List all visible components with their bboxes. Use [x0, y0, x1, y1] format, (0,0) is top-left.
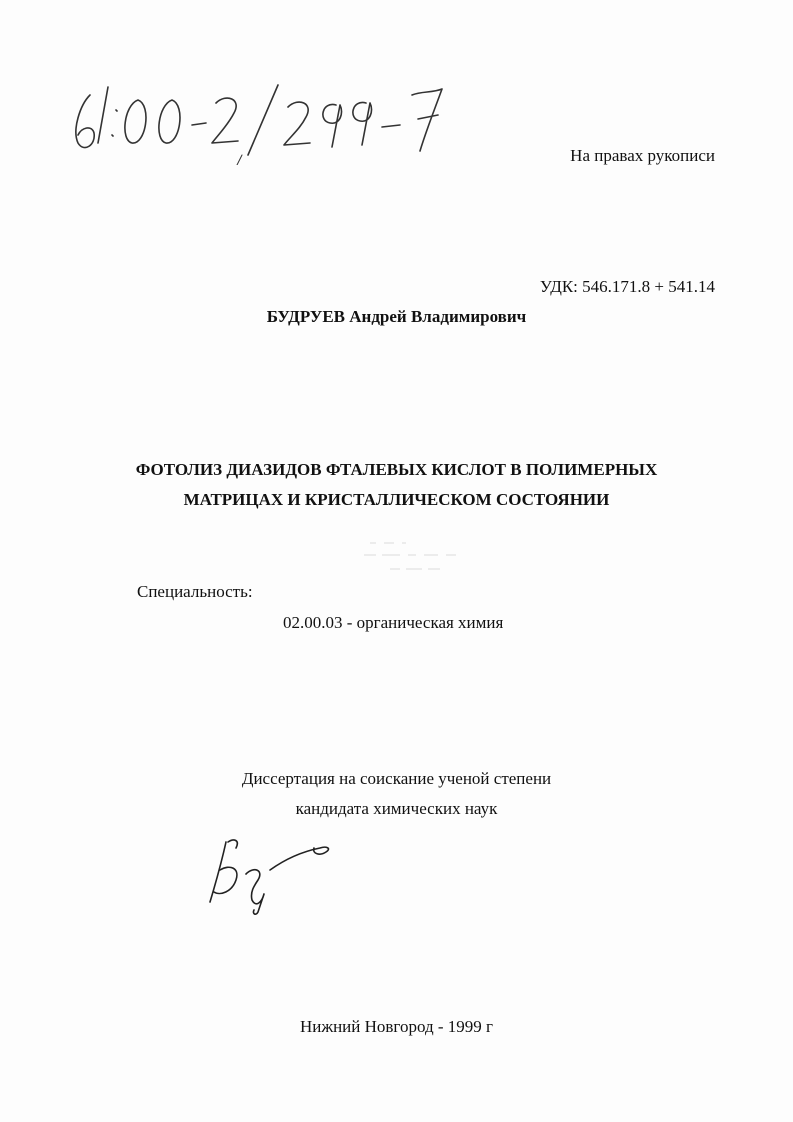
specialty-value: 02.00.03 - органическая химия: [283, 613, 504, 632]
author-given-names: Андрей Владимирович: [349, 307, 527, 326]
dissertation-title-line-1: ФОТОЛИЗ ДИАЗИДОВ ФТАЛЕВЫХ КИСЛОТ В ПОЛИМЕРНЫХ: [135, 460, 658, 479]
place-and-year: Нижний Новгород - 1999 г: [299, 1017, 494, 1036]
faint-stamp-mark: [360, 535, 470, 580]
author-signature: [200, 830, 340, 915]
handwritten-archive-number: [60, 55, 460, 165]
dissertation-title-line-2: МАТРИЦАХ И КРИСТАЛЛИЧЕСКОМ СОСТОЯНИИ: [183, 490, 610, 509]
rights-note: На правах рукописи: [570, 146, 715, 165]
author-name: [0, 307, 793, 327]
specialty-label: Специальность:: [137, 582, 253, 601]
udc-code: УДК: 546.171.8 + 541.14: [539, 277, 715, 296]
degree-line-1: Диссертация на соискание ученой степени: [241, 769, 552, 788]
degree-line-2: кандидата химических наук: [295, 799, 498, 818]
author-surname: БУДРУЕВ: [266, 307, 345, 326]
